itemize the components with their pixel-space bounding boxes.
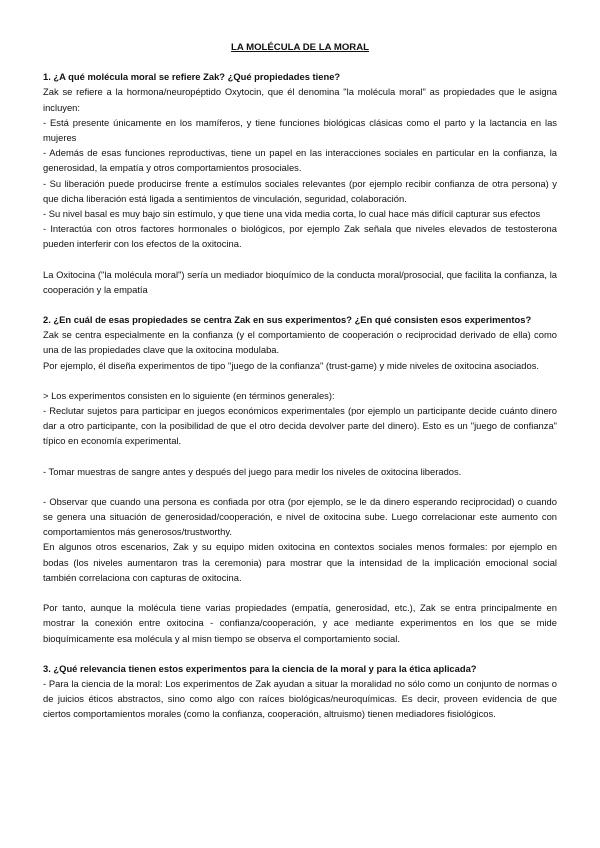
q2-paragraph: Zak se centra especialmente en la confianza (y el comportamiento de cooperación o reciprocidad derivado de ella) como una de las propiedades clave que la oxitocina modulaba. <box>43 329 557 356</box>
q1-intro: Zak se refiere a la hormona/neuropéptido Oxytocin, que él denomina "la molécula moral" as propiedades que le asigna incluyen: <box>43 86 557 113</box>
q2-paragraph: > Los experimentos consisten en lo siguiente (en términos generales): <box>43 389 335 401</box>
q1-item: - Su nivel basal es muy bajo sin estímulo, y que tiene una vida media corta, lo cual hace más difícil capturar sus efectos <box>43 208 541 220</box>
q1-item: - Su liberación puede producirse frente a estímulos sociales relevantes (por ejemplo recibir confianza de otra persona) y que dicha liberación está ligada a sentimientos de vinculación, seguridad, colaboración. <box>43 177 557 204</box>
question-3: 3. ¿Qué relevancia tienen estos experimentos para la ciencia de la moral y para la ética aplicada? <box>43 662 477 674</box>
q2-paragraph: Por tanto, aunque la molécula tiene varias propiedades (empatía, generosidad, etc.), Zak se entra principalmente en mostrar la conexión entre oxitocina - confianza/cooperación, y ace mediante experimentos en los que se mide bioquímicamente esa molécula y al misn tiempo se observa el comportamiento social. <box>43 602 557 644</box>
q2-paragraph: - Reclutar sujetos para participar en juegos económicos experimentales (por ejemplo un participante decide cuánto dinero dar a otro participante, con la posibilidad de que el otro decida devolver parte del dinero). Esto es un "juego de confianza" típico en economía experimental. <box>43 405 557 447</box>
q1-item: - Interactúa con otros factores hormonales o biológicos, por ejemplo Zak señala que niveles elevados de testosterona pueden interferir con los efectos de la oxitocina. <box>43 223 557 250</box>
q1-item: - Además de esas funciones reproductivas, tiene un papel en las interacciones sociales en particular en la confianza, la generosidad, la empatía y otros comportamientos prosociales. <box>43 147 557 174</box>
q1-conclusion: La Oxitocina ("la molécula moral") sería un mediador bioquímico de la conducta moral/prosocial, que facilita la confianza, la cooperación y la empatía <box>43 268 557 295</box>
q2-paragraph: - Observar que cuando una persona es confiada por otra (por ejemplo, se le da dinero esperando reciprocidad) o cuando se genera una situación de generosidad/cooperación, e nivel de oxitocina sube. Luego correlacionar este aumento con comportamientos más generosos/trustworthy. <box>43 495 557 538</box>
document-title: LA MOLÉCULA DE LA MORAL <box>230 42 370 53</box>
q2-paragraph: En algunos otros escenarios, Zak y su equipo miden oxitocina en contextos sociales menos formales: por ejemplo en bodas (los niveles aumentaron tras la ceremonia) para mostrar que la intensidad de la implicación emocional social también correlaciona con capturas de oxitocina. <box>43 541 557 583</box>
question-2: 2. ¿En cuál de esas propiedades se centra Zak en sus experimentos? ¿En qué consisten esos experimentos? <box>43 314 532 326</box>
q2-paragraph: Por ejemplo, él diseña experimentos de tipo "juego de la confianza" (trust-game) y mide niveles de oxitocina asociados. <box>43 359 539 371</box>
question-1: 1. ¿A qué molécula moral se refiere Zak? ¿Qué propiedades tiene? <box>43 71 341 83</box>
q3-paragraph: - Para la ciencia de la moral: Los experimentos de Zak ayudan a situar la moralidad no sólo como un conjunto de normas o de juicios éticos abstractos, sino como algo con raíces biológicas/neuroquímicas. Es decir, proveen evidencia de que ciertos comportamientos morales (como la confianza, cooperación, altruismo) tienen mediadores fisiológicos. <box>43 677 557 720</box>
q2-paragraph: - Tomar muestras de sangre antes y después del juego para medir los niveles de oxitocina liberados. <box>43 465 462 477</box>
q1-item: - Está presente únicamente en los mamíferos, y tiene funciones biológicas clásicas como el parto y la lactancia en las mujeres <box>43 116 557 144</box>
